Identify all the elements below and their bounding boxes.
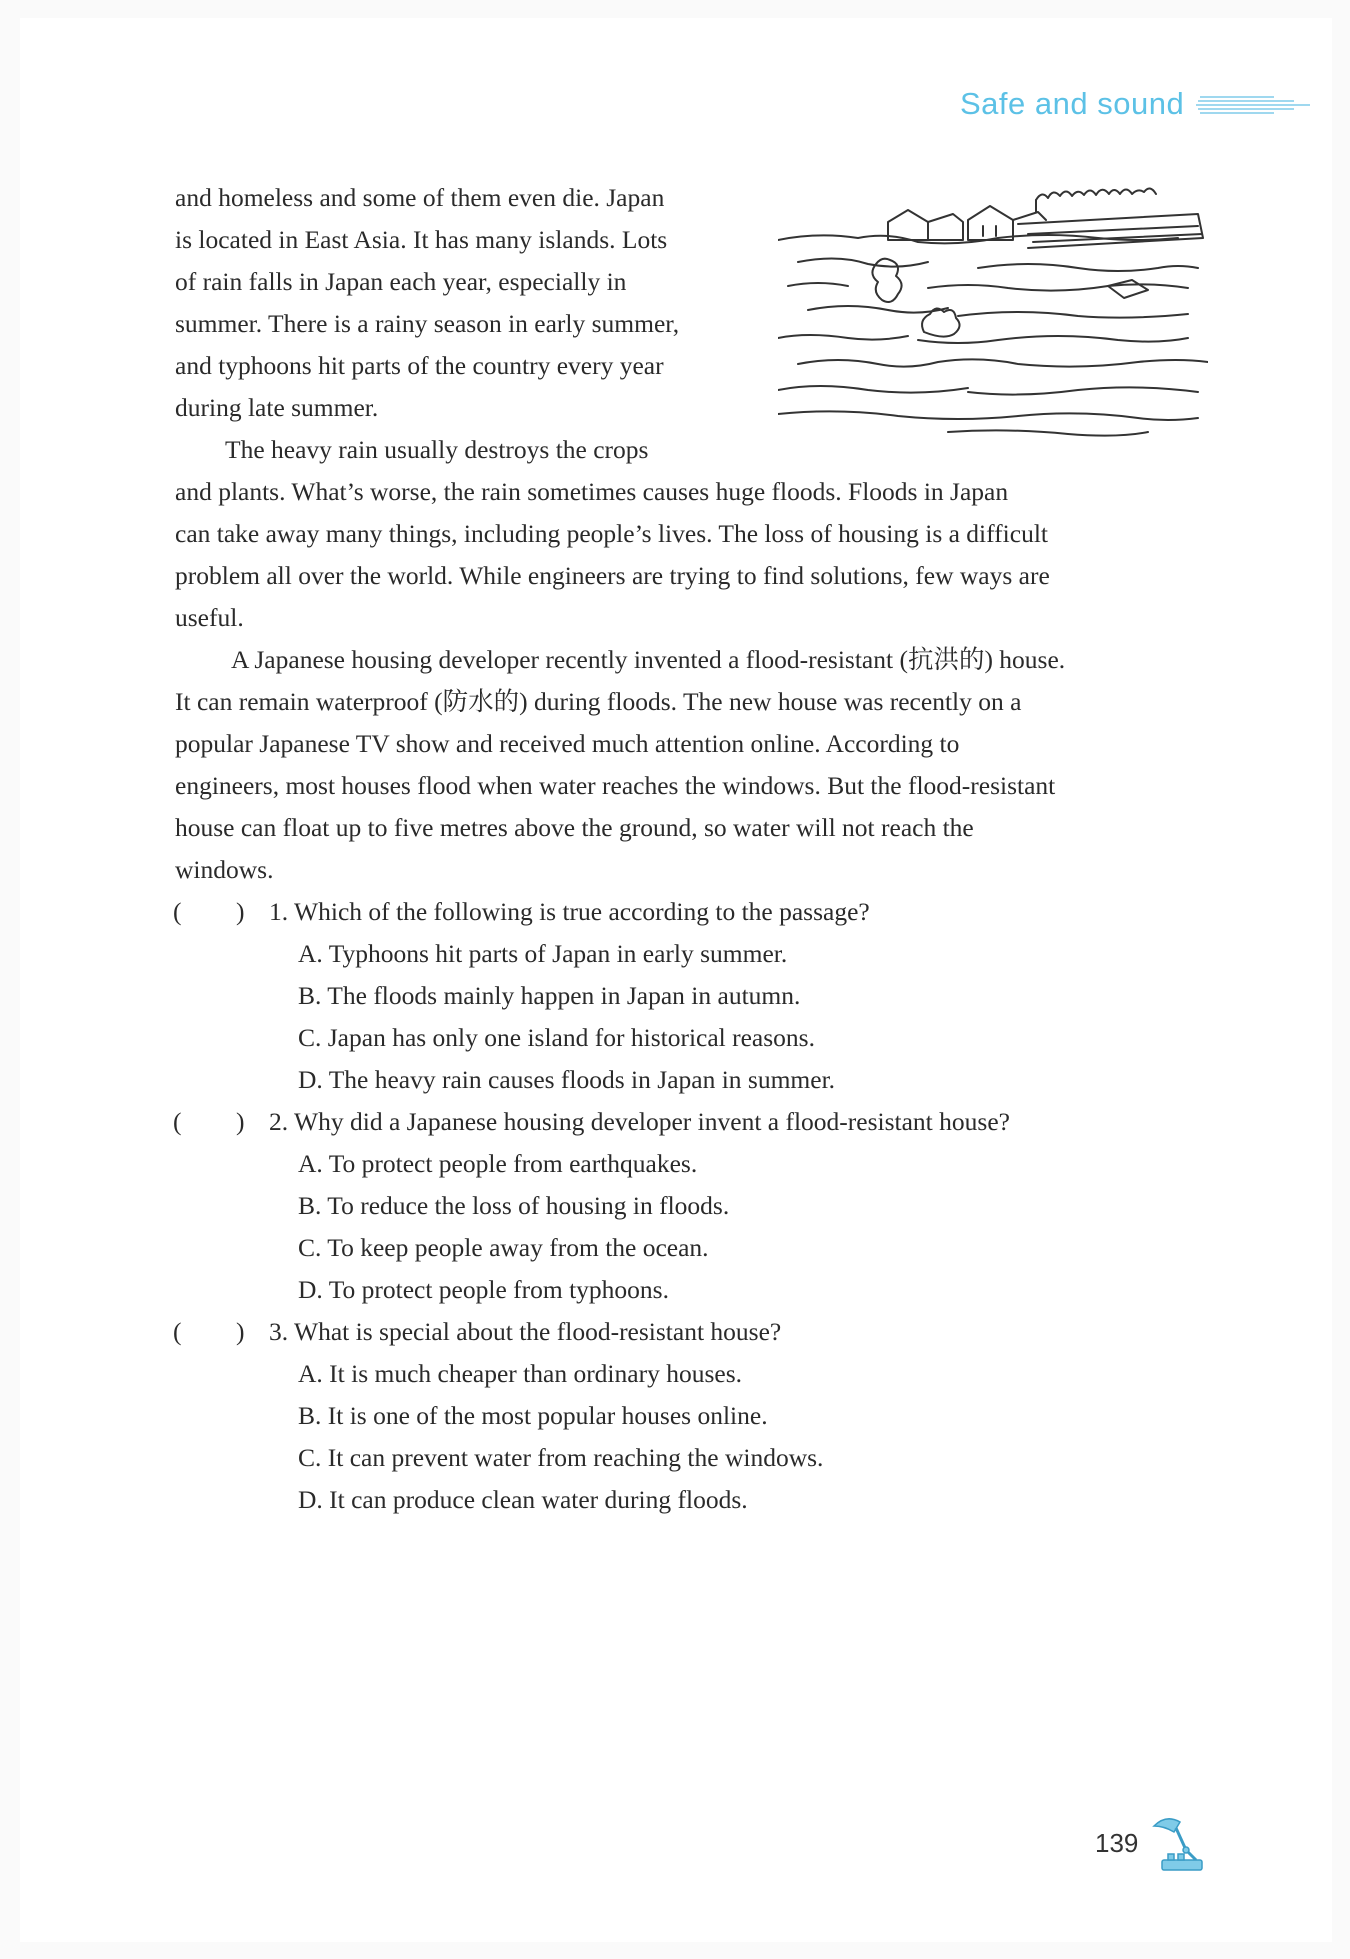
passage-line: It can remain waterproof (防水的) during floods. The new house was recently on a [175,687,1022,716]
question-text: 2. Why did a Japanese housing developer invent a flood-resistant house? [269,1107,1010,1136]
passage-line: and plants. What’s worse, the rain sometimes causes huge floods. Floods in Japan [175,477,1009,506]
passage-line: problem all over the world. While engineers are trying to find solutions, few ways are [175,561,1050,590]
page-number: 139 [1095,1827,1139,1858]
passage-line: and homeless and some of them even die. Japan [175,183,665,212]
option-c: C. To keep people away from the ocean. [298,1233,709,1262]
passage-line: The heavy rain usually destroys the crops [225,435,649,464]
running-header [960,84,1312,124]
option-c: C. Japan has only one island for historical reasons. [298,1023,815,1052]
question-text: 3. What is special about the flood-resistant house? [269,1317,782,1346]
option-b: B. To reduce the loss of housing in floods. [298,1191,730,1220]
option-d: D. It can produce clean water during floods. [298,1485,748,1514]
option-c: C. It can prevent water from reaching the windows. [298,1443,824,1472]
passage-line: house can float up to five metres above the ground, so water will not reach the [175,813,974,842]
question-text: 1. Which of the following is true according to the passage? [269,897,870,926]
passage-line: can take away many things, including people’s lives. The loss of housing is a difficult [175,519,1048,548]
passage-line: popular Japanese TV show and received much attention online. According to [175,729,960,758]
passage-line: of rain falls in Japan each year, especially in [175,267,627,296]
passage-line: useful. [175,603,244,632]
option-d: D. To protect people from typhoons. [298,1275,669,1304]
passage-line: summer. There is a rainy season in early summer, [175,309,680,338]
flood-illustration [778,178,1208,448]
option-a: A. To protect people from earthquakes. [298,1149,698,1178]
page-footer [1095,1812,1206,1874]
section-title: Safe and sound [960,86,1185,121]
answer-blank-close: ) [236,897,245,926]
header-stripes-icon [1194,91,1312,117]
answer-blank-open[interactable]: ( [173,1107,182,1136]
answer-blank-open[interactable]: ( [173,1317,182,1346]
option-b: B. The floods mainly happen in Japan in autumn. [298,981,801,1010]
passage-line: A Japanese housing developer recently invented a flood-resistant (抗洪的) house. [231,645,1066,674]
passage-line: engineers, most houses flood when water reaches the windows. But the flood-resistant [175,771,1056,800]
answer-blank-open[interactable]: ( [173,897,182,926]
option-b: B. It is one of the most popular houses online. [298,1401,768,1430]
passage-line: windows. [175,855,274,884]
desk-lamp-icon [1148,1812,1206,1874]
passage-line: is located in East Asia. It has many islands. Lots [175,225,668,254]
answer-blank-close: ) [236,1107,245,1136]
option-a: A. It is much cheaper than ordinary houses. [298,1359,742,1388]
passage-line: during late summer. [175,393,379,422]
passage-line: and typhoons hit parts of the country every year [175,351,664,380]
answer-blank-close: ) [236,1317,245,1346]
option-a: A. Typhoons hit parts of Japan in early summer. [298,939,788,968]
option-d: D. The heavy rain causes floods in Japan in summer. [298,1065,836,1094]
